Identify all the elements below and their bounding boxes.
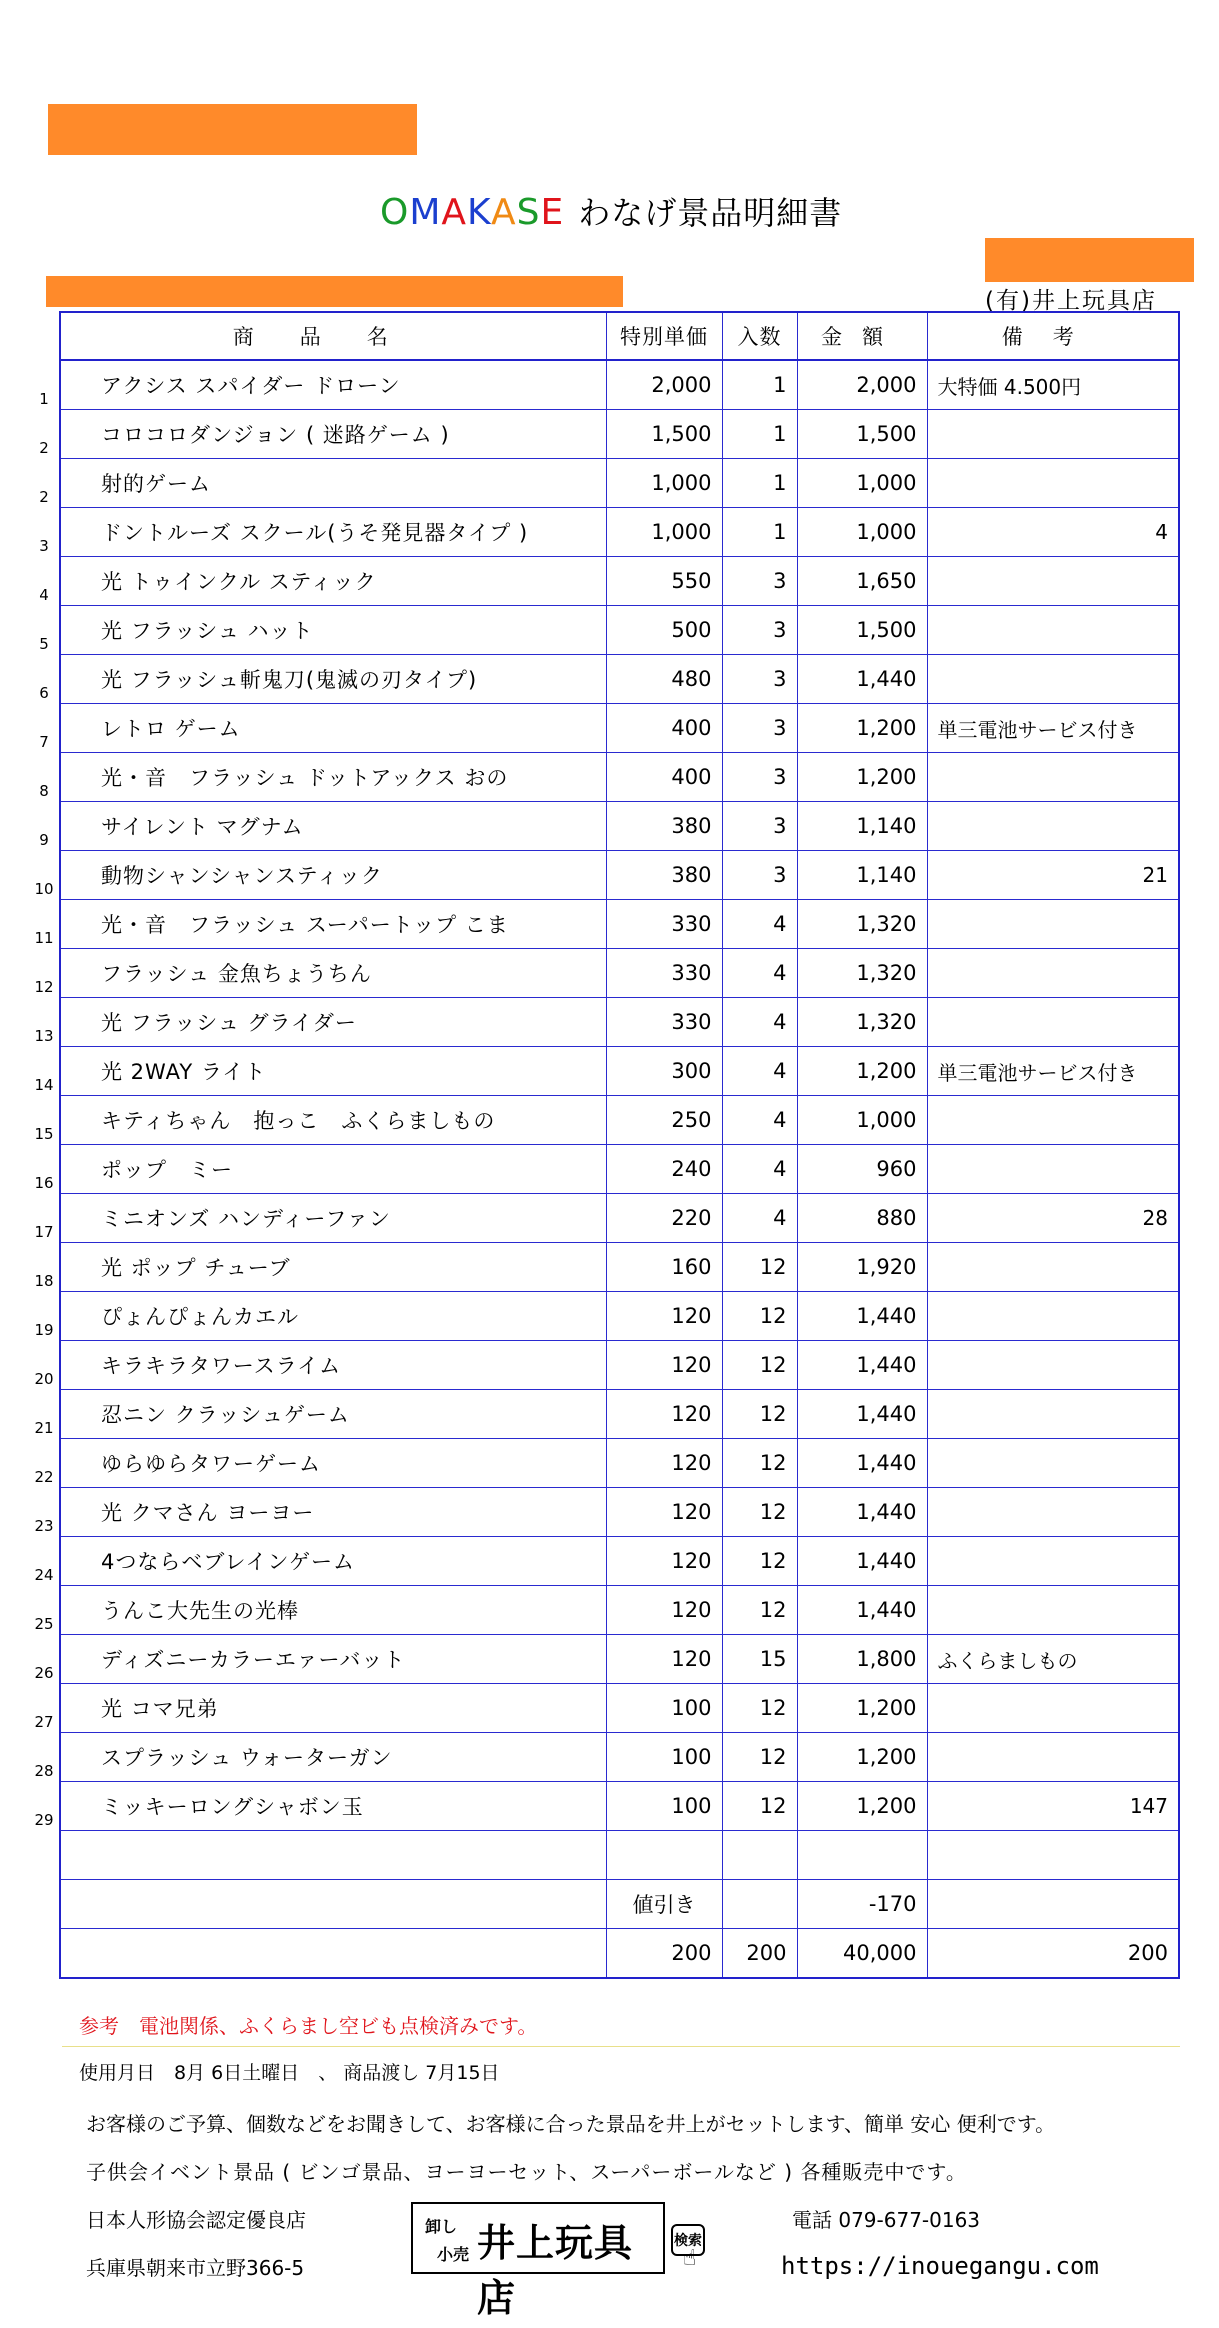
item-price: 380 [606, 851, 722, 900]
table-row [60, 1684, 1179, 1733]
item-qty: 12 [722, 1439, 797, 1488]
item-qty: 15 [722, 1635, 797, 1684]
item-note [927, 1733, 1179, 1782]
item-qty: 3 [722, 606, 797, 655]
blank-cell [722, 1831, 797, 1880]
total-amount: 40,000 [797, 1929, 927, 1979]
table-row [60, 1243, 1179, 1292]
item-qty: 1 [722, 508, 797, 557]
brand-letter: M [409, 192, 442, 233]
association-badge: 日本人形協会認定優良店 [86, 2208, 306, 2232]
item-qty: 12 [722, 1782, 797, 1831]
website-url[interactable]: https://inouegangu.com [781, 2252, 1099, 2280]
row-number: 13 [34, 1027, 54, 1045]
item-note: 大特価 4.500円 [927, 360, 1179, 410]
item-name: 光 ポップ チューブ [60, 1243, 606, 1292]
blank-cell [797, 1831, 927, 1880]
brand-letter: E [540, 192, 565, 233]
item-amount: 1,200 [797, 1733, 927, 1782]
item-price: 1,500 [606, 410, 722, 459]
table-row [60, 704, 1179, 753]
col-header-price: 特別単価 [606, 312, 722, 360]
redaction-address [46, 276, 623, 307]
item-price: 220 [606, 1194, 722, 1243]
item-price: 330 [606, 998, 722, 1047]
item-note [927, 1537, 1179, 1586]
table-row [60, 1488, 1179, 1537]
item-price: 120 [606, 1635, 722, 1684]
item-price: 400 [606, 753, 722, 802]
item-price: 120 [606, 1390, 722, 1439]
item-amount: 1,440 [797, 1537, 927, 1586]
item-amount: 1,920 [797, 1243, 927, 1292]
row-number: 1 [39, 390, 49, 408]
row-number: 17 [34, 1223, 54, 1241]
item-name: 光 フラッシュ斬鬼刀(鬼滅の刃タイプ) [60, 655, 606, 704]
row-number: 5 [39, 635, 49, 653]
shop-address: 兵庫県朝来市立野366-5 [86, 2256, 305, 2280]
item-price: 120 [606, 1439, 722, 1488]
item-name: ミニオンズ ハンディーファン [60, 1194, 606, 1243]
item-name: 光 フラッシュ ハット [60, 606, 606, 655]
item-qty: 4 [722, 1096, 797, 1145]
brand-letter: S [516, 192, 541, 233]
table-row [60, 1145, 1179, 1194]
item-qty: 12 [722, 1684, 797, 1733]
table-row [60, 1733, 1179, 1782]
table-row [60, 1782, 1179, 1831]
item-note: 21 [927, 851, 1179, 900]
pointer-hand-icon: ☝ [683, 2246, 697, 2271]
item-price: 120 [606, 1586, 722, 1635]
row-number: 20 [34, 1370, 54, 1388]
item-price: 250 [606, 1096, 722, 1145]
item-qty: 3 [722, 851, 797, 900]
logo-shop-name: 井上玩具店 [477, 2221, 634, 2320]
shop-logo [411, 2202, 665, 2320]
item-qty: 3 [722, 557, 797, 606]
blank-cell [927, 1831, 1179, 1880]
row-number: 16 [34, 1174, 54, 1192]
item-amount: 1,440 [797, 1341, 927, 1390]
item-note [927, 557, 1179, 606]
item-name: ゆらゆらタワーゲーム [60, 1439, 606, 1488]
blank-row [60, 1831, 1179, 1880]
item-name: ミッキーロングシャボン玉 [60, 1782, 606, 1831]
total-price: 200 [606, 1929, 722, 1979]
document-title [380, 188, 842, 234]
item-note: 単三電池サービス付き [927, 1047, 1179, 1096]
item-name: ドントルーズ スクール(うそ発見器タイプ ) [60, 508, 606, 557]
item-qty: 12 [722, 1537, 797, 1586]
table-row [60, 459, 1179, 508]
table-row [60, 949, 1179, 998]
logo-wholesale: 卸し [425, 2217, 458, 2236]
item-price: 120 [606, 1292, 722, 1341]
item-amount: 1,800 [797, 1635, 927, 1684]
item-price: 240 [606, 1145, 722, 1194]
item-name: キティちゃん 抱っこ ふくらましもの [60, 1096, 606, 1145]
item-qty: 4 [722, 998, 797, 1047]
table-row [60, 557, 1179, 606]
item-note: ふくらましもの [927, 1635, 1179, 1684]
item-price: 1,000 [606, 508, 722, 557]
item-qty: 1 [722, 459, 797, 508]
item-name: 動物シャンシャンスティック [60, 851, 606, 900]
item-name: うんこ大先生の光棒 [60, 1586, 606, 1635]
item-price: 380 [606, 802, 722, 851]
blank-cell [606, 1831, 722, 1880]
item-note [927, 1390, 1179, 1439]
row-number: 12 [34, 978, 54, 996]
item-note [927, 998, 1179, 1047]
item-note [927, 1096, 1179, 1145]
item-note [927, 753, 1179, 802]
item-qty: 3 [722, 704, 797, 753]
table-row [60, 360, 1179, 410]
table-row [60, 606, 1179, 655]
row-number: 9 [39, 831, 49, 849]
item-qty: 12 [722, 1243, 797, 1292]
blank-cell [722, 1880, 797, 1929]
title-text: わなげ景品明細書 [578, 194, 843, 232]
item-name: 光 フラッシュ グライダー [60, 998, 606, 1047]
item-price: 480 [606, 655, 722, 704]
table-row [60, 1635, 1179, 1684]
item-name: アクシス スパイダー ドローン [60, 360, 606, 410]
row-number: 28 [34, 1762, 54, 1780]
item-note [927, 410, 1179, 459]
item-amount: 1,200 [797, 1047, 927, 1096]
item-amount: 1,320 [797, 998, 927, 1047]
item-amount: 1,200 [797, 704, 927, 753]
row-number: 11 [34, 929, 54, 947]
table-row [60, 410, 1179, 459]
item-qty: 4 [722, 1047, 797, 1096]
item-qty: 12 [722, 1586, 797, 1635]
item-amount: 1,000 [797, 1096, 927, 1145]
logo-retail: 小売 [437, 2245, 470, 2264]
item-amount: 1,650 [797, 557, 927, 606]
item-price: 100 [606, 1684, 722, 1733]
item-amount: 1,440 [797, 1390, 927, 1439]
item-amount: 1,200 [797, 1782, 927, 1831]
item-price: 120 [606, 1537, 722, 1586]
search-button[interactable]: 検索 [671, 2224, 705, 2256]
row-number: 8 [39, 782, 49, 800]
row-number: 6 [39, 684, 49, 702]
total-qty: 200 [722, 1929, 797, 1979]
redaction-top-right [985, 238, 1194, 282]
item-qty: 1 [722, 360, 797, 410]
item-amount: 1,500 [797, 410, 927, 459]
table-row [60, 1439, 1179, 1488]
item-qty: 4 [722, 949, 797, 998]
item-price: 500 [606, 606, 722, 655]
item-note [927, 900, 1179, 949]
item-note [927, 1684, 1179, 1733]
discount-amount: -170 [797, 1880, 927, 1929]
item-price: 120 [606, 1341, 722, 1390]
discount-label: 値引き [606, 1880, 722, 1929]
item-name: 射的ゲーム [60, 459, 606, 508]
omakase-brand [380, 192, 564, 233]
item-note [927, 459, 1179, 508]
item-name: サイレント マグナム [60, 802, 606, 851]
table-row [60, 753, 1179, 802]
brand-letter: A [491, 192, 517, 233]
total-note: 200 [927, 1929, 1179, 1979]
item-amount: 1,200 [797, 1684, 927, 1733]
table-row [60, 802, 1179, 851]
item-qty: 3 [722, 802, 797, 851]
table-row [60, 1341, 1179, 1390]
col-header-name: 商品名 [60, 312, 606, 360]
discount-row [60, 1880, 1179, 1929]
item-name: コロコロダンジョン ( 迷路ゲーム ) [60, 410, 606, 459]
item-amount: 960 [797, 1145, 927, 1194]
item-amount: 1,440 [797, 655, 927, 704]
brand-letter: A [441, 192, 468, 233]
item-amount: 1,000 [797, 508, 927, 557]
item-name: ディズニーカラーエァーバット [60, 1635, 606, 1684]
item-name: キラキラタワースライム [60, 1341, 606, 1390]
item-name: 光 クマさん ヨーヨー [60, 1488, 606, 1537]
item-amount: 1,320 [797, 949, 927, 998]
item-note [927, 1243, 1179, 1292]
item-amount: 1,440 [797, 1439, 927, 1488]
item-name: レトロ ゲーム [60, 704, 606, 753]
item-note [927, 1488, 1179, 1537]
row-number: 15 [34, 1125, 54, 1143]
item-amount: 1,200 [797, 753, 927, 802]
event-prizes-note: 子供会イベント景品 ( ビンゴ景品、ヨーヨーセット、スーパーボールなど ) 各種販売中です。 [86, 2160, 967, 2184]
row-number: 4 [39, 586, 49, 604]
item-amount: 1,500 [797, 606, 927, 655]
item-price: 2,000 [606, 360, 722, 410]
row-number: 27 [34, 1713, 54, 1731]
item-amount: 1,440 [797, 1586, 927, 1635]
table-row [60, 508, 1179, 557]
item-note: 4 [927, 508, 1179, 557]
item-note [927, 1145, 1179, 1194]
item-price: 400 [606, 704, 722, 753]
item-qty: 12 [722, 1292, 797, 1341]
col-header-amount: 金額 [797, 312, 927, 360]
row-number: 2 [39, 439, 49, 457]
item-name: 光 コマ兄弟 [60, 1684, 606, 1733]
table-row [60, 1194, 1179, 1243]
col-header-qty: 入数 [722, 312, 797, 360]
table-row [60, 1537, 1179, 1586]
item-note [927, 1292, 1179, 1341]
row-number: 2 [39, 488, 49, 506]
row-number: 29 [34, 1811, 54, 1829]
item-amount: 1,140 [797, 802, 927, 851]
table-row [60, 1586, 1179, 1635]
item-name: 光・音 フラッシュ スーパートップ こま [60, 900, 606, 949]
item-amount: 880 [797, 1194, 927, 1243]
item-qty: 12 [722, 1488, 797, 1537]
table-row [60, 1292, 1179, 1341]
item-price: 100 [606, 1782, 722, 1831]
prize-table [59, 311, 1180, 1979]
row-number: 26 [34, 1664, 54, 1682]
row-number: 19 [34, 1321, 54, 1339]
service-description: お客様のご予算、個数などをお聞きして、お客様に合った景品を井上がセットします、簡単 安心 便利です。 [86, 2112, 1056, 2136]
row-number: 10 [34, 880, 54, 898]
item-qty: 4 [722, 900, 797, 949]
table-row [60, 1390, 1179, 1439]
item-note: 単三電池サービス付き [927, 704, 1179, 753]
item-note [927, 1439, 1179, 1488]
row-number: 21 [34, 1419, 54, 1437]
brand-letter: O [380, 192, 410, 233]
item-amount: 1,140 [797, 851, 927, 900]
row-number: 7 [39, 733, 49, 751]
item-name: フラッシュ 金魚ちょうちん [60, 949, 606, 998]
item-price: 550 [606, 557, 722, 606]
item-qty: 1 [722, 410, 797, 459]
table-row [60, 1047, 1179, 1096]
item-name: 光 トゥインクル スティック [60, 557, 606, 606]
item-qty: 3 [722, 753, 797, 802]
item-price: 330 [606, 949, 722, 998]
item-note [927, 606, 1179, 655]
item-price: 1,000 [606, 459, 722, 508]
item-price: 100 [606, 1733, 722, 1782]
blank-cell [60, 1929, 606, 1979]
item-qty: 12 [722, 1341, 797, 1390]
item-price: 300 [606, 1047, 722, 1096]
phone-number: 電話 079-677-0163 [792, 2208, 981, 2232]
item-note [927, 655, 1179, 704]
row-number: 3 [39, 537, 49, 555]
table-row [60, 851, 1179, 900]
col-header-note: 備考 [927, 312, 1179, 360]
item-qty: 12 [722, 1733, 797, 1782]
row-number: 25 [34, 1615, 54, 1633]
item-name: 4つならベブレインゲーム [60, 1537, 606, 1586]
table-row [60, 900, 1179, 949]
total-row [60, 1929, 1179, 1979]
row-number: 18 [34, 1272, 54, 1290]
brand-letter: K [467, 192, 492, 233]
table-row [60, 1096, 1179, 1145]
item-qty: 4 [722, 1194, 797, 1243]
blank-cell [60, 1831, 606, 1880]
item-price: 120 [606, 1488, 722, 1537]
item-note: 147 [927, 1782, 1179, 1831]
blank-cell [927, 1880, 1179, 1929]
redaction-top-left [48, 104, 417, 155]
row-number: 23 [34, 1517, 54, 1535]
reference-note: 参考 電池関係、ふくらまし空ビも点検済みです。 [79, 2014, 538, 2038]
item-amount: 2,000 [797, 360, 927, 410]
item-name: ぴょんぴょんカエル [60, 1292, 606, 1341]
item-price: 330 [606, 900, 722, 949]
item-name: ポップ ミー [60, 1145, 606, 1194]
item-qty: 3 [722, 655, 797, 704]
item-name: スプラッシュ ウォーターガン [60, 1733, 606, 1782]
item-qty: 12 [722, 1390, 797, 1439]
item-note [927, 949, 1179, 998]
item-note [927, 1341, 1179, 1390]
item-qty: 4 [722, 1145, 797, 1194]
item-name: 光 2WAY ライト [60, 1047, 606, 1096]
item-note [927, 1586, 1179, 1635]
item-amount: 1,440 [797, 1292, 927, 1341]
shop-name: (有)井上玩具店 [985, 288, 1157, 314]
row-number: 24 [34, 1566, 54, 1584]
item-amount: 1,000 [797, 459, 927, 508]
row-number: 14 [34, 1076, 54, 1094]
divider [62, 2046, 1180, 2047]
item-amount: 1,440 [797, 1488, 927, 1537]
item-name: 忍ニン クラッシュゲーム [60, 1390, 606, 1439]
item-note: 28 [927, 1194, 1179, 1243]
blank-cell [60, 1880, 606, 1929]
table-row [60, 998, 1179, 1047]
item-amount: 1,320 [797, 900, 927, 949]
item-name: 光・音 フラッシュ ドットアックス おの [60, 753, 606, 802]
row-number-column [32, 358, 56, 1828]
item-price: 160 [606, 1243, 722, 1292]
row-number: 22 [34, 1468, 54, 1486]
table-header-row [60, 312, 1179, 360]
table-row [60, 655, 1179, 704]
item-note [927, 802, 1179, 851]
usage-date: 使用月日 8月 6日土曜日 、 商品渡し 7月15日 [79, 2062, 500, 2084]
